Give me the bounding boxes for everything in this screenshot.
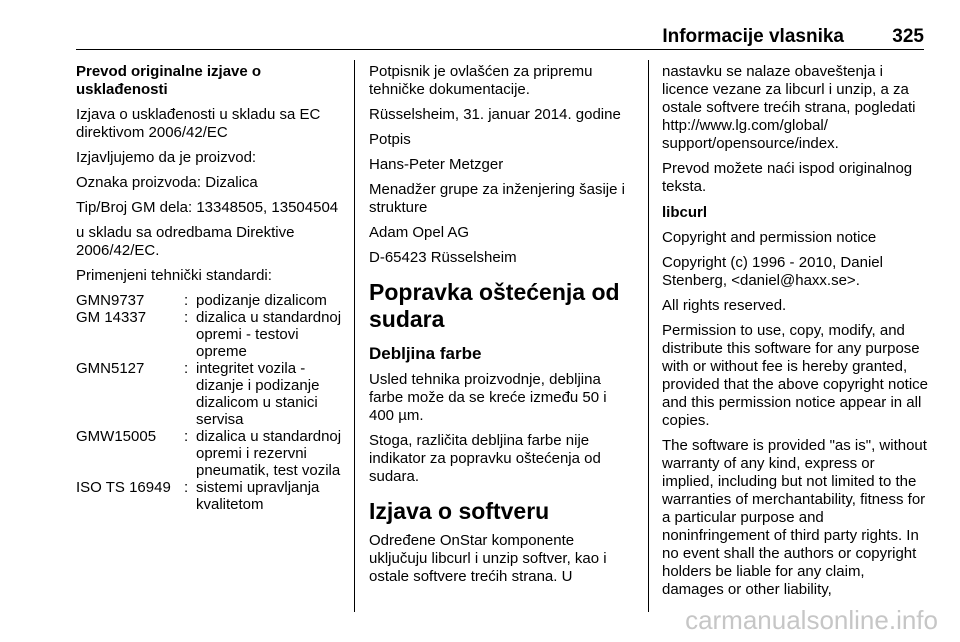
page-number: 325 [892, 26, 924, 47]
column-divider [648, 60, 649, 612]
separator: : [184, 479, 189, 496]
column-1 [76, 63, 348, 513]
paragraph: Copyright and permission notice [662, 229, 877, 246]
page-header [76, 0, 924, 50]
paragraph: Usled tehnika proizvodnje, debljina farbe može da se kreće između 50 i 400 µm. [369, 371, 607, 424]
paragraph: Primenjeni tehnički standardi: [76, 267, 272, 284]
paragraph: All rights reserved. [662, 297, 787, 314]
paragraph: Stoga, različita debljina farbe nije indikator za popravku oštećenja od sudara. [369, 432, 601, 485]
standard-code: ISO TS 16949 [76, 479, 171, 496]
standard-description: sistemi upravljanja kvalitetom [196, 479, 320, 513]
standard-code: GM 14337 [76, 309, 147, 326]
separator: : [184, 292, 189, 309]
paragraph: Potpisnik je ovlašćen za pripremu tehničke dokumentacije. [369, 63, 593, 98]
paragraph: Izjava o usklađenosti u skladu sa EC direktivom 2006/42/EC [76, 106, 321, 141]
column-3 [662, 63, 930, 606]
paragraph: Izjavljujemo da je proizvod: [76, 149, 257, 166]
separator: : [184, 360, 189, 377]
section-title-software-statement: Izjava o softveru [369, 498, 550, 524]
paragraph: The software is provided "as is", without warranty of any kind, express or implied, including but not limited to the warranties of merchantability, fitness for a particular purpose and noninfringement of third party rights. In no event shall the authors or copyright holders be liable for any claim, damages or other liability, [662, 437, 927, 598]
paragraph: Permission to use, copy, modify, and distribute this software for any purpose with or without fee is hereby granted, provided that the above copyright notice and this permission notice appear in all copies. [662, 322, 929, 429]
paragraph: Menadžer grupe za inženjering šasije i strukture [369, 181, 625, 216]
column-2 [369, 63, 635, 593]
standard-code: GMN5127 [76, 360, 145, 377]
paragraph: Tip/Broj GM dela: 13348505, 13504504 [76, 199, 339, 216]
standard-code: GMW15005 [76, 428, 157, 445]
standards-table [76, 292, 351, 513]
table-row [76, 309, 351, 360]
section-title-collision-repair: Popravka oštećenja od sudara [369, 279, 620, 332]
table-row [76, 292, 351, 309]
separator: : [184, 428, 189, 445]
standard-description: dizalica u standardnoj opremi i rezervni pneumatik, test vozila [196, 428, 342, 479]
declaration-heading: Prevod originalne izjave o usklađenosti [76, 63, 262, 98]
header-title: Informacije vlasnika [662, 26, 844, 47]
paragraph: Oznaka proizvoda: Dizalica [76, 174, 258, 191]
paragraph: Copyright (c) 1996 - 2010, Daniel Stenberg, <daniel@haxx.se>. [662, 254, 883, 289]
paragraph: nastavku se nalaze obaveštenja i licence vezane za libcurl i unzip, a za ostale softvere trećih strana, pogledati http://www.lg.com/global/ support/opensource/index. [662, 63, 916, 152]
subsection-title-libcurl: libcurl [662, 204, 708, 221]
standard-description: integritet vozila - dizanje i podizanje dizalicom u stanici servisa [196, 360, 320, 428]
table-row [76, 428, 351, 479]
paragraph: u skladu sa odredbama Direktive 2006/42/EC. [76, 224, 295, 259]
subsection-title-paint-thickness: Debljina farbe [369, 344, 482, 363]
column-divider [354, 60, 355, 612]
paragraph: Prevod možete naći ispod originalnog teksta. [662, 160, 913, 195]
paragraph: Rüsselsheim, 31. januar 2014. godine [369, 106, 621, 123]
paragraph: Hans-Peter Metzger [369, 156, 504, 173]
paragraph: Adam Opel AG [369, 224, 470, 241]
standard-description: dizalica u standardnoj opremi - testovi opreme [196, 309, 342, 360]
paragraph: D-65423 Rüsselsheim [369, 249, 517, 266]
standard-description: podizanje dizalicom [196, 292, 327, 309]
paragraph: Određene OnStar komponente uključuju libcurl i unzip softver, kao i ostale softvere trećih strana. U [369, 532, 607, 585]
standard-code: GMN9737 [76, 292, 145, 309]
paragraph: Potpis [369, 131, 411, 148]
table-row [76, 479, 351, 513]
table-row [76, 360, 351, 428]
watermark-text: carmanualsonline.info [685, 605, 938, 635]
separator: : [184, 309, 189, 326]
